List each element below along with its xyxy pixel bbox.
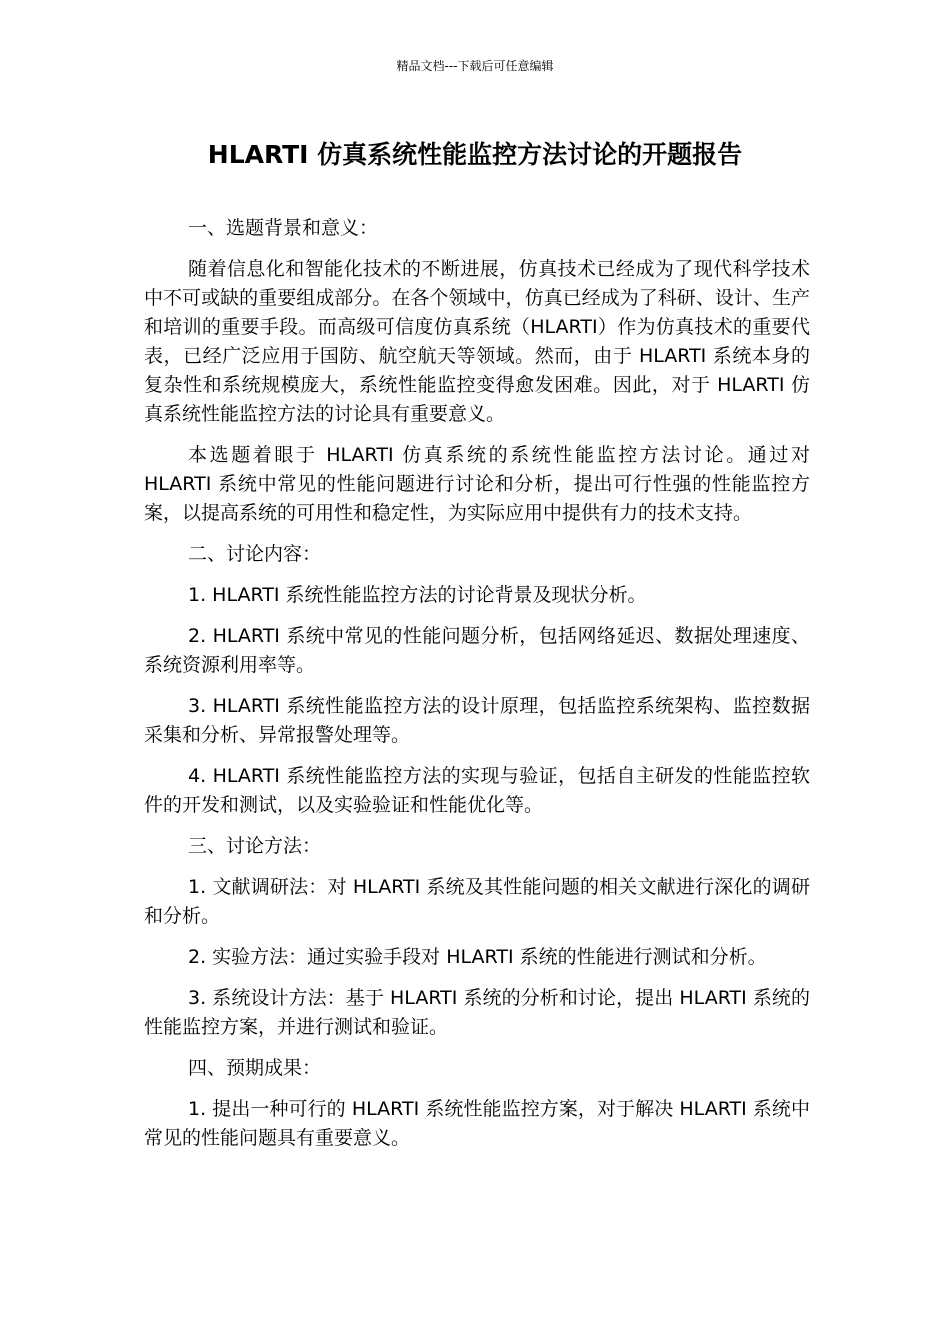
section-heading-methods: 三、讨论方法： <box>188 835 322 857</box>
header-note: 精品文档---下载后可任意编辑 <box>396 59 554 73</box>
list-item-content-2: 2. HLARTI 系统中常见的性能问题分析，包括网络延迟、数据处理速度、系统资源利用率等。 <box>144 625 810 676</box>
list-item-content-4: 4. HLARTI 系统性能监控方法的实现与验证，包括自主研发的性能监控软件的开发和测试，以及实验验证和性能优化等。 <box>144 765 810 816</box>
list-item-content-1: 1. HLARTI 系统性能监控方法的讨论背景及现状分析。 <box>188 584 647 606</box>
paragraph-background-2: 本选题着眼于 HLARTI 仿真系统的系统性能监控方法讨论。通过对 HLARTI 系统中常见的性能问题进行讨论和分析，提出可行性强的性能监控方案，以提高系统的可用性和稳定性，为实际应用中提供有力的技术支持。 <box>144 444 810 524</box>
list-item-method-2: 2. 实验方法：通过实验手段对 HLARTI 系统的性能进行测试和分析。 <box>188 946 767 968</box>
section-heading-results: 四、预期成果： <box>188 1057 322 1079</box>
list-item-result-1: 1. 提出一种可行的 HLARTI 系统性能监控方案，对于解决 HLARTI 系统中常见的性能问题具有重要意义。 <box>144 1098 810 1149</box>
list-item-content-3: 3. HLARTI 系统性能监控方法的设计原理，包括监控系统架构、监控数据采集和分析、异常报警处理等。 <box>144 695 810 746</box>
section-heading-background: 一、选题背景和意义： <box>188 217 379 239</box>
page-title: HLARTI 仿真系统性能监控方法讨论的开题报告 <box>207 140 743 169</box>
list-item-method-1: 1. 文献调研法：对 HLARTI 系统及其性能问题的相关文献进行深化的调研和分析。 <box>144 876 810 927</box>
paragraph-background-1: 随着信息化和智能化技术的不断进展，仿真技术已经成为了现代科学技术中不可或缺的重要组成部分。在各个领域中，仿真已经成为了科研、设计、生产和培训的重要手段。而高级可信度仿真系统（HLARTI）作为仿真技术的重要代表，已经广泛应用于国防、航空航天等领域。然而，由于 HLARTI 系统本身的复杂性和系统规模庞大，系统性能监控变得愈发困难。因此，对于 HLARTI 仿真系统性能监控方法的讨论具有重要意义。 <box>144 258 810 425</box>
list-item-method-3: 3. 系统设计方法：基于 HLARTI 系统的分析和讨论，提出 HLARTI 系统的性能监控方案，并进行测试和验证。 <box>144 987 810 1038</box>
document-body <box>144 214 810 1165</box>
section-heading-content: 二、讨论内容： <box>188 543 322 565</box>
